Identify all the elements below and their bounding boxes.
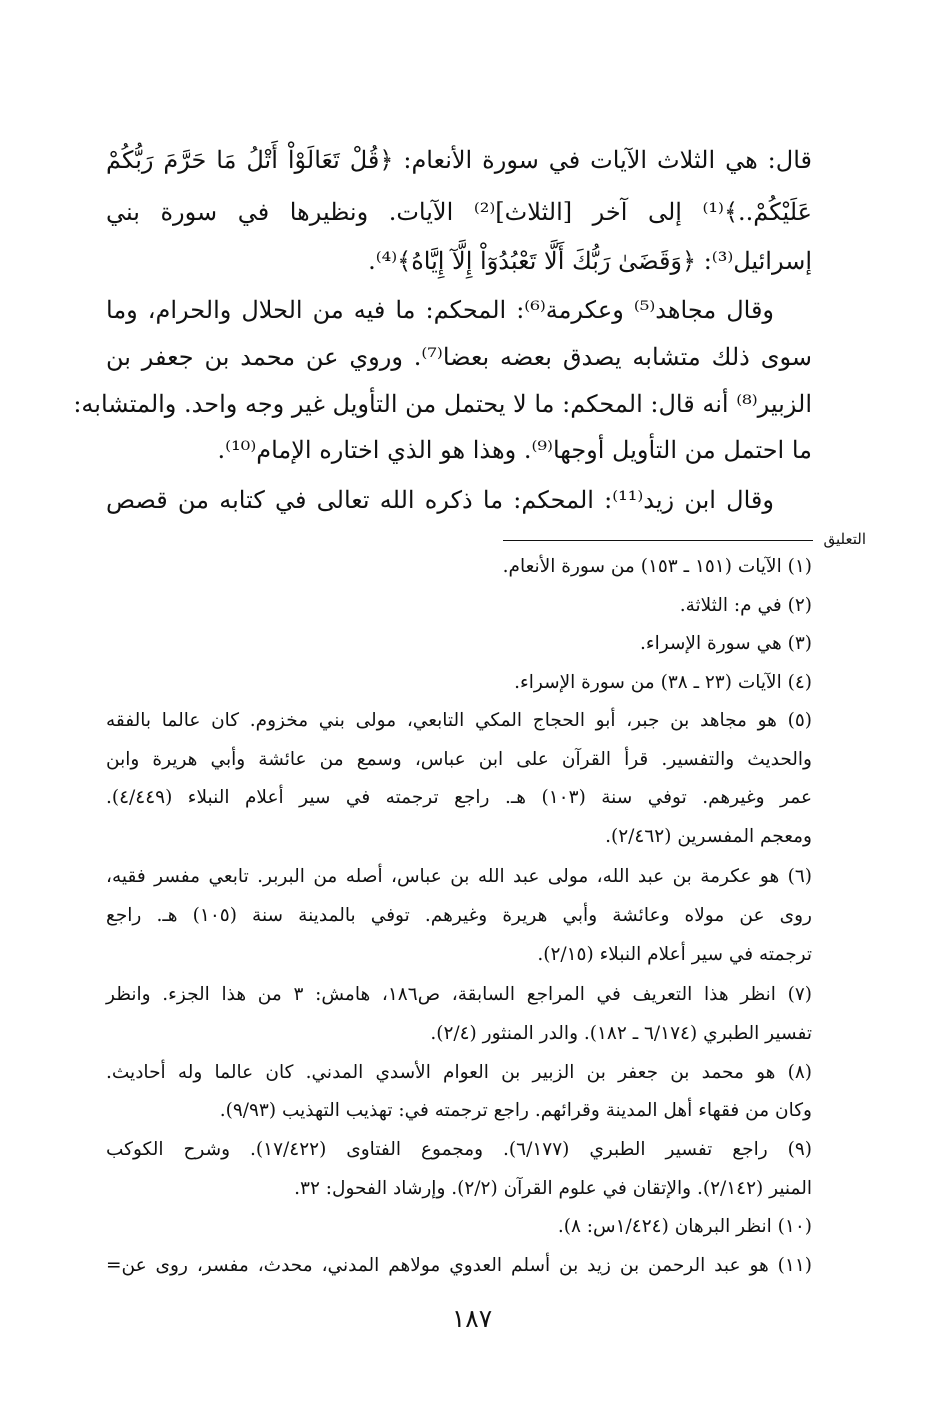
footnote-line: (٧) انظر هذا التعريف في المراجع السابقة، ص١٨٦، هامش: ٣ من هذا الجزء. وانظر (106, 984, 812, 1005)
footnote-line: (٦) هو عكرمة بن عبد الله، مولى عبد الله بن عباس، أصله من البربر. تابعي مفسر فقيه، (106, 866, 812, 887)
footnote-line: تفسير الطبري (٦/١٧٤ ـ ١٨٢). والدر المنثور (٢/٤). (430, 1023, 812, 1044)
footnote-line: (٣) هي سورة الإسراء. (640, 633, 812, 654)
footnote-line: (٢) في م: الثلاثة. (679, 595, 812, 616)
main-text-line: الزبير⁽⁸⁾ أنه قال: المحكم: ما لا يحتمل من التأويل غير وجه واحد. والمتشابه: (73, 390, 812, 418)
footnote-line: عمر وغيرهم. توفي سنة (١٠٣) هـ. راجع ترجمته في سير أعلام النبلاء (٤/٤٤٩). (106, 787, 812, 808)
main-text-line: عَلَيْكُمْ..﴾⁽¹⁾ إلى آخر [الثلاث]⁽²⁾ الآيات. ونظيرها في سورة بني (106, 198, 812, 226)
footnote-line: المنير (٢/١٤٢). والإتقان في علوم القرآن (٢/٢). وإرشاد الفحول: ٣٢. (294, 1178, 812, 1199)
footnote-line: (٩) راجع تفسير الطبري (٦/١٧٧). ومجموع الفتاوى (١٧/٤٢٢). وشرح الكوكب (106, 1139, 812, 1160)
main-text-line: إسرائيل⁽³⁾: ﴿وَقَضَىٰ رَبُّكَ أَلَّا تَعْبُدُوٓاْ إِلَّآ إِيَّاهُ﴾⁽⁴⁾. (368, 247, 812, 275)
main-text-line: وقال مجاهد⁽⁵⁾ وعكرمة⁽⁶⁾: المحكم: ما فيه من الحلال والحرام، وما (106, 296, 775, 324)
footnote-line: روى عن مولاه وعائشة وأبي هريرة وغيرهم. توفي بالمدينة سنة (١٠٥) هـ. راجع (106, 905, 812, 926)
footnote-line: (١١) هو عبد الرحمن بن زيد بن أسلم العدوي مولاهم المدني، محدث، مفسر، روى عن= (106, 1255, 812, 1276)
footnote-line: (٥) هو مجاهد بن جبر، أبو الحجاج المكي التابعي، مولى بني مخزوم. كان عالما بالفقه (106, 710, 812, 731)
main-text-line: سوى ذلك متشابه يصدق بعضه بعضا⁽⁷⁾. وروي عن محمد بن جعفر بن (106, 343, 812, 371)
page-number: ١٨٧ (451, 1304, 493, 1333)
footnote-line: (٤) الآيات (٢٣ ـ ٣٨) من سورة الإسراء. (514, 672, 812, 693)
main-text-line: وقال ابن زيد⁽¹¹⁾: المحكم: ما ذكره الله تعالى في كتابه من قصص (106, 486, 774, 514)
footnote-line: ومعجم المفسرين (٢/٤٦٢). (605, 826, 812, 847)
footnote-line: (١٠) انظر البرهان (١/٤٢٤س: ٨). (557, 1216, 812, 1237)
footnote-line: والحديث والتفسير. قرأ القرآن على ابن عباس، وسمع من عائشة وأبي هريرة وابن (106, 749, 812, 770)
footnote-line: ترجمته في سير أعلام النبلاء (٢/١٥). (537, 944, 812, 965)
main-text-line: ما احتمل من التأويل أوجها⁽⁹⁾. وهذا هو الذي اختاره الإمام⁽¹⁰⁾. (217, 436, 812, 464)
footnote-line: (١) الآيات (١٥١ ـ ١٥٣) من سورة الأنعام. (502, 556, 812, 577)
footnote-separator-rule (503, 540, 813, 541)
footnote-line: (٨) هو محمد بن جعفر بن الزبير بن العوام الأسدي المدني. كان عالما وله أحاديث. (106, 1062, 812, 1083)
main-text-line: قال: هي الثلاث الآيات في سورة الأنعام: ﴿قُلْ تَعَالَوْاْ أَتْلُ مَا حَرَّمَ رَبُّكُمْ (106, 146, 812, 174)
footnote-separator-label: التعليق (823, 530, 866, 548)
footnote-line: وكان من فقهاء أهل المدينة وقرائهم. راجع ترجمته في: تهذيب التهذيب (٩/٩٣). (219, 1100, 812, 1121)
